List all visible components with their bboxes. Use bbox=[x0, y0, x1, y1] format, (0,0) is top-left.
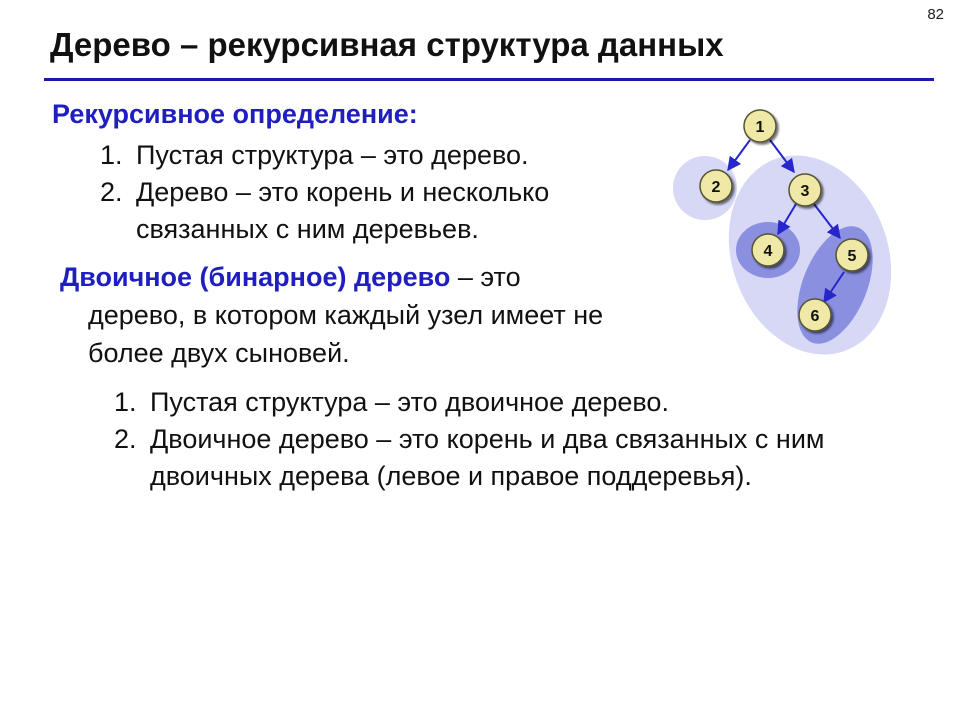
slide-number: 82 bbox=[927, 6, 944, 23]
item-text: Дерево – это корень и несколько связанных с ним деревьев. bbox=[136, 177, 550, 244]
recursive-heading: Рекурсивное определение: bbox=[52, 99, 418, 129]
tree-node-4 bbox=[752, 234, 784, 266]
node-label: 4 bbox=[763, 243, 773, 260]
node-label: 3 bbox=[800, 183, 810, 200]
item-number: 2. bbox=[114, 424, 137, 454]
item-number: 1. bbox=[100, 140, 123, 170]
binary-term: Двоичное (бинарное) дерево bbox=[60, 262, 451, 292]
edge-1-2 bbox=[728, 140, 750, 170]
tree-node-6 bbox=[799, 299, 831, 331]
item-text: Пустая структура – это дерево. bbox=[136, 140, 529, 170]
definition-text: – это bbox=[450, 262, 521, 292]
tree-diagram bbox=[660, 100, 900, 360]
node-label: 2 bbox=[711, 179, 721, 196]
binary-list bbox=[114, 384, 894, 495]
list-item bbox=[114, 421, 894, 495]
item-text: Пустая структура – это двоичное дерево. bbox=[150, 387, 669, 417]
title-divider bbox=[44, 78, 934, 81]
definition-text: дерево, в котором каждый узел имеет не bbox=[88, 300, 604, 330]
tree-node-5 bbox=[836, 239, 868, 271]
node-label: 1 bbox=[755, 119, 765, 136]
node-label: 6 bbox=[810, 308, 820, 325]
recursive-list bbox=[100, 137, 660, 248]
node-label: 5 bbox=[847, 248, 857, 265]
slide-title: Дерево – рекурсивная структура данных bbox=[50, 26, 724, 63]
item-number: 2. bbox=[100, 177, 123, 207]
item-text: Двоичное дерево – это корень и два связанных с ним двоичных дерева (левое и правое поддеревья). bbox=[150, 424, 825, 491]
definition-text: более двух сыновей. bbox=[88, 338, 350, 368]
list-item bbox=[100, 137, 660, 174]
tree-node-1 bbox=[744, 110, 776, 142]
tree-node-3 bbox=[789, 174, 821, 206]
binary-definition bbox=[60, 258, 720, 372]
list-item bbox=[100, 174, 660, 248]
tree-node-2 bbox=[700, 170, 732, 202]
list-item bbox=[114, 384, 894, 421]
item-number: 1. bbox=[114, 387, 137, 417]
